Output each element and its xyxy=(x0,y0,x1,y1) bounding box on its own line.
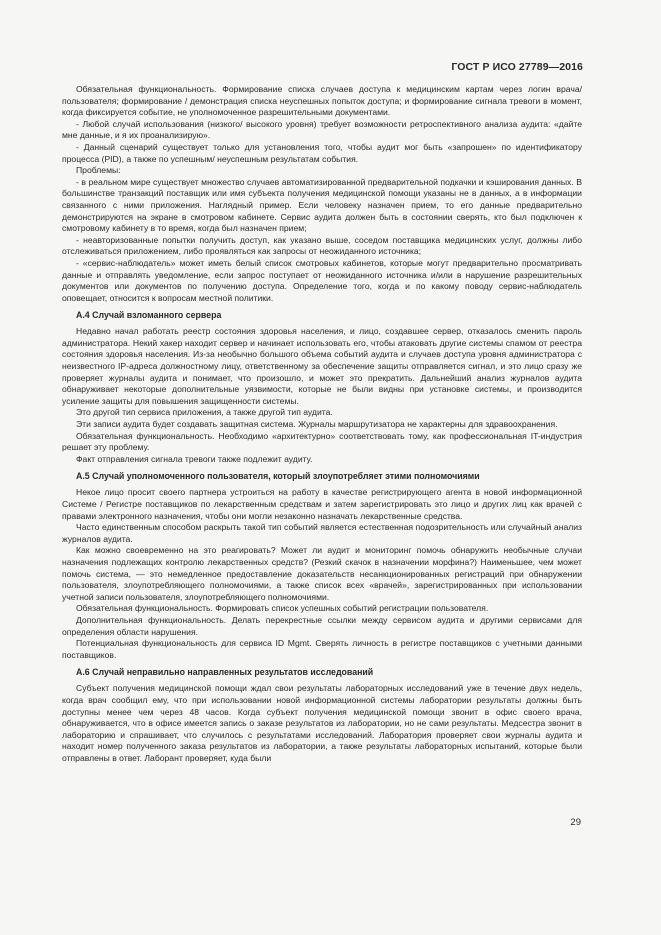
section-heading: А.4 Случай взломанного сервера xyxy=(76,310,222,321)
paragraph: - в реальном мире существует множество случаев автоматизированной предварительной подкачки и кэширования данных. В большинстве транзакций поставщик или имя субъекта получения медицинской помощи указаны не в данных, а в информации связанного с ними приложения. Наглядный пример. Если человеку назначен прием, то его данные предварительно демонстрируются на экране в смотровом кабинете. Сервис аудита должен быть в состоянии сверять, кто был подключен к смотровому кабинету в то время, когда был назначен прием; xyxy=(62,176,582,234)
page-number: 29 xyxy=(570,817,581,828)
paragraph: Часто единственным способом раскрыть такой тип событий является естественная подозрительность или случайный анализ журналов аудита. xyxy=(62,522,582,544)
paragraph: Дополнительная функциональность. Делать перекрестные ссылки между сервисом аудита и другими сервисами для определения области нарушения. xyxy=(62,614,582,637)
paragraph: - Любой случай использования (низкого/ высокого уровня) требует возможности ретроспективного анализа аудита: «дайте мне данные, и я их проанализирую». xyxy=(62,118,582,141)
section-heading: А.5 Случай уполномоченного пользователя, который злоупотребляет этими полномочиями xyxy=(76,471,480,482)
paragraph: Это другой тип сервиса приложения, а также другой тип аудита. xyxy=(76,407,333,418)
paragraph: Факт отправления сигнала тревоги также подлежит аудиту. xyxy=(76,453,313,464)
paragraph: - «сервис-наблюдатель» может иметь белый список смотровых кабинетов, которые могут предварительно просматривать данные и отправлять уведомление, если запрос поступает от неожиданного источника и/или в нарушение разрешительных документов или документов по получению доступа. Определение того, когда и по какому поводу сервис-наблюдатель оповещает, относится к вопросам местной политики. xyxy=(62,257,582,303)
paragraph: - Данный сценарий существует только для установления того, чтобы аудит мог быть «запрошен» по идентификатору процесса (PID), а также по успешным/ неуспешным результатам события. xyxy=(62,141,582,164)
document-body xyxy=(62,84,582,764)
paragraph: Обязательная функциональность. Формировать список успешных событий регистрации пользователя. xyxy=(76,603,489,614)
paragraph: Недавно начал работать реестр состояния здоровья населения, и лицо, создавшее сервер, отказалось сменить пароль администратора. Некий хакер находит сервер и начинает использовать его, чтобы атаковать другие системы спамом от реестра состояния здоровья населения. Из-за необычно большого объема событий аудита и случаев доступа уровня администратора с неизвестного IP-адреса должностному лицу, ответственному за обеспечение защиты отправляется сигнал, и это лицо сразу же проверяет журналы аудита и понимает, что произошло, и может это прекратить. Дальнейший анализ журналов аудита обнаруживает некоторые дополнительные уязвимости, которые не были видны при установке системы, и производится усиление защиты для повышения защищенности системы. xyxy=(62,326,582,406)
paragraph: Субъект получения медицинской помощи ждал свои результаты лабораторных исследований уже в течение двух недель, когда врач сообщил ему, что при использовании новой информационной системы лаборатории результаты должны быть доступны менее чем через 48 часов. Когда субъект получения медицинской помощи звонит в офис своего врача, обнаруживается, что в офисе имеется запись о заказе результатов из лаборатории, но не сами результаты. Медсестра звонит в лабораторию и спрашивает, что случилось с результатами исследований. Лаборатория проверяет свои журналы аудита и находит номер полученного заказа результатов из лаборатории, а также результаты лабораторных испытаний, которые были отправлены в ответ. Лаборант проверяет, куда были xyxy=(62,683,582,763)
standard-header: ГОСТ Р ИСО 27789—2016 xyxy=(451,61,583,73)
paragraph: Некое лицо просит своего партнера устроиться на работу в качестве регистрирующего агента в новой информационной Системе / Регистре поставщиков по лекарственным средствам и затем зарегистрировать это лицо и других лиц как врачей с правами электронного назначения, чтобы они могли незаконно назначать лекарственные средства. xyxy=(62,487,582,521)
paragraph: - неавторизованные попытки получить доступ, как указано выше, соседом поставщика медицинских услуг, должны либо отслеживаться приложением, либо проявляться как запросы от неожиданного источника; xyxy=(62,234,582,257)
paragraph: Проблемы: xyxy=(76,165,121,176)
paragraph: Обязательная функциональность. Необходимо «архитектурно» соответствовать тому, как профессиональная IT-индустрия решает эту проблему. xyxy=(62,430,582,453)
paragraph: Обязательная функциональность. Формирование списка случаев доступа к медицинским картам через логин врача/ пользователя; формирование / демонстрация списка неуспешных попыток доступа; и формирование сигнала тревоги в момент, когда фиксируется событие, не уполномоченное разрешительными документами. xyxy=(62,84,582,118)
paragraph: Как можно своевременно на это реагировать? Может ли аудит и мониторинг помочь обнаружить необычные случаи назначения подлежащих контролю лекарственных средств? (Резкий скачок в назначении морфина?) Наименьшее, чем может помочь система, — это немедленное предоставление доказательств несанкционированных регистраций при обнаружении пользователя, злоупотребляющего полномочиями, а также список всех «врачей», зарегистрированных при использовании учетной записи пользователя, злоупотребляющего полномочиями. xyxy=(62,545,582,602)
paragraph: Эти записи аудита будет создавать защитная система. Журналы маршрутизатора не характерны для здравоохранения. xyxy=(76,419,558,430)
paragraph: Потенциальная функциональность для сервиса ID Mgmt. Сверять личность в регистре поставщиков с учетными данными поставщиков. xyxy=(62,638,582,660)
section-heading: А.6 Случай неправильно направленных результатов исследований xyxy=(76,667,374,678)
